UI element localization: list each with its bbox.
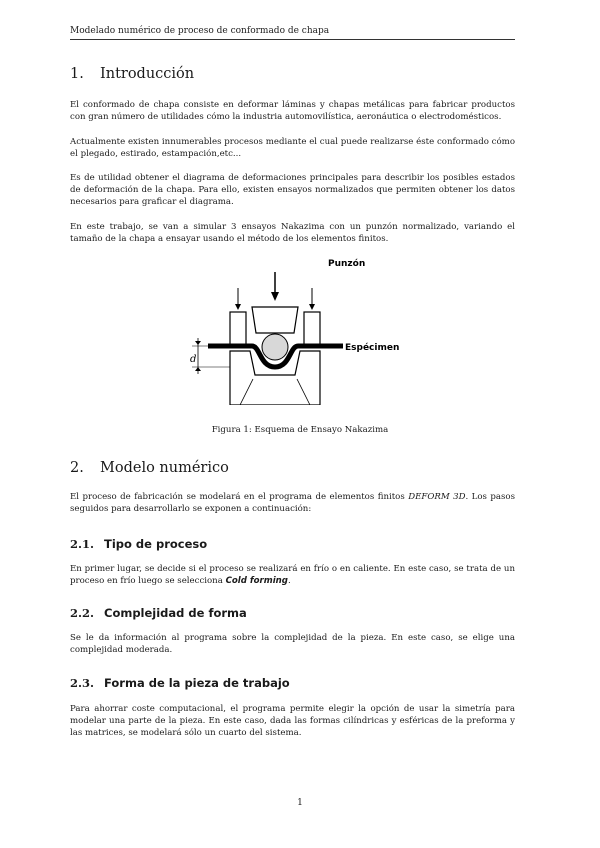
- punch-label: Punzón: [328, 259, 366, 269]
- intro-paragraph-3: Es de utilidad obtener el diagrama de deformaciones principales para describir los posibles estados de deformación de la chapa. Para ello, existen ensayos normalizados que permiten obtener los datos necesarios para graficar el diagrama.: [70, 173, 515, 207]
- tipo-proceso-paragraph: [70, 563, 515, 587]
- subsection-heading-forma-pieza: [70, 676, 290, 690]
- left-blank-holder: [230, 312, 246, 345]
- section-title: Modelo numérico: [100, 460, 229, 476]
- section-number: 1.: [70, 66, 84, 82]
- punch-head: [262, 334, 288, 360]
- page-number: 1: [297, 798, 303, 808]
- section-heading-introduccion: [70, 66, 194, 82]
- subsection-number: 2.2.: [70, 606, 95, 620]
- model-paragraph-suffix: . Los pasos seguidos para desarrollarlo se exponen a continuación:: [70, 492, 516, 514]
- section-heading-modelo-numerico: [70, 460, 229, 476]
- forma-pieza-paragraph: Para ahorrar coste computacional, el programa permite elegir la opción de usar la simetría para modelar una parte de la pieza. En este caso, dada las formas cilíndricas y esféricas de la preforma y las matrices, se modelará sólo un cuarto del sistema.: [70, 704, 515, 738]
- model-paragraph: [70, 491, 515, 515]
- nakazima-diagram: [180, 255, 420, 405]
- tipo-proceso-text: En primer lugar, se decide si el proceso se realizará en frío o en caliente. En este caso, se trata de un proceso en frío luego se selecciona: [70, 564, 515, 586]
- complejidad-paragraph: Se le da información al programa sobre la complejidad de la pieza. En este caso, se elige una complejidad moderada.: [70, 633, 515, 655]
- punch-arrow-head: [271, 292, 279, 301]
- punch-body: [252, 307, 298, 333]
- subsection-number: 2.3.: [70, 676, 95, 690]
- model-paragraph-prefix: El proceso de fabricación se modelará en el programa de elementos finitos: [70, 492, 409, 502]
- figure-caption: Figura 1: Esquema de Ensayo Nakazima: [211, 425, 389, 435]
- intro-paragraph-4: En este trabajo, se van a simular 3 ensayos Nakazima con un punzón normalizado, variando el tamaño de la chapa a ensayar usando el método de los elementos finitos.: [70, 222, 515, 244]
- section-title: Introducción: [100, 66, 195, 82]
- tipo-proceso-suffix: .: [287, 576, 291, 586]
- subsection-heading-complejidad: [70, 606, 247, 620]
- subsection-number: 2.1.: [70, 537, 95, 551]
- subsection-title: Forma de la pieza de trabajo: [104, 676, 290, 690]
- cold-forming-term: Cold forming: [225, 576, 288, 586]
- section-number: 2.: [70, 460, 84, 476]
- running-header: Modelado numérico de proceso de conformado de chapa: [70, 26, 515, 40]
- subsection-heading-tipo-proceso: [70, 537, 207, 551]
- subsection-title: Complejidad de forma: [104, 606, 247, 620]
- intro-paragraph-2: Actualmente existen innumerables procesos mediante el cual puede realizarse éste conformado cómo el plegado, estirado, estampación,etc...: [70, 137, 515, 159]
- software-name: DEFORM 3D: [408, 492, 466, 502]
- specimen-label: Espécimen: [345, 343, 400, 353]
- intro-paragraph-1: El conformado de chapa consiste en deformar láminas y chapas metálicas para fabricar productos con gran número de utilidades cómo la industria automovilística, aeronáutica o electrodomésticos.: [70, 100, 515, 122]
- d-label: d: [190, 354, 197, 365]
- subsection-title: Tipo de proceso: [104, 537, 208, 551]
- right-blank-holder: [304, 312, 320, 345]
